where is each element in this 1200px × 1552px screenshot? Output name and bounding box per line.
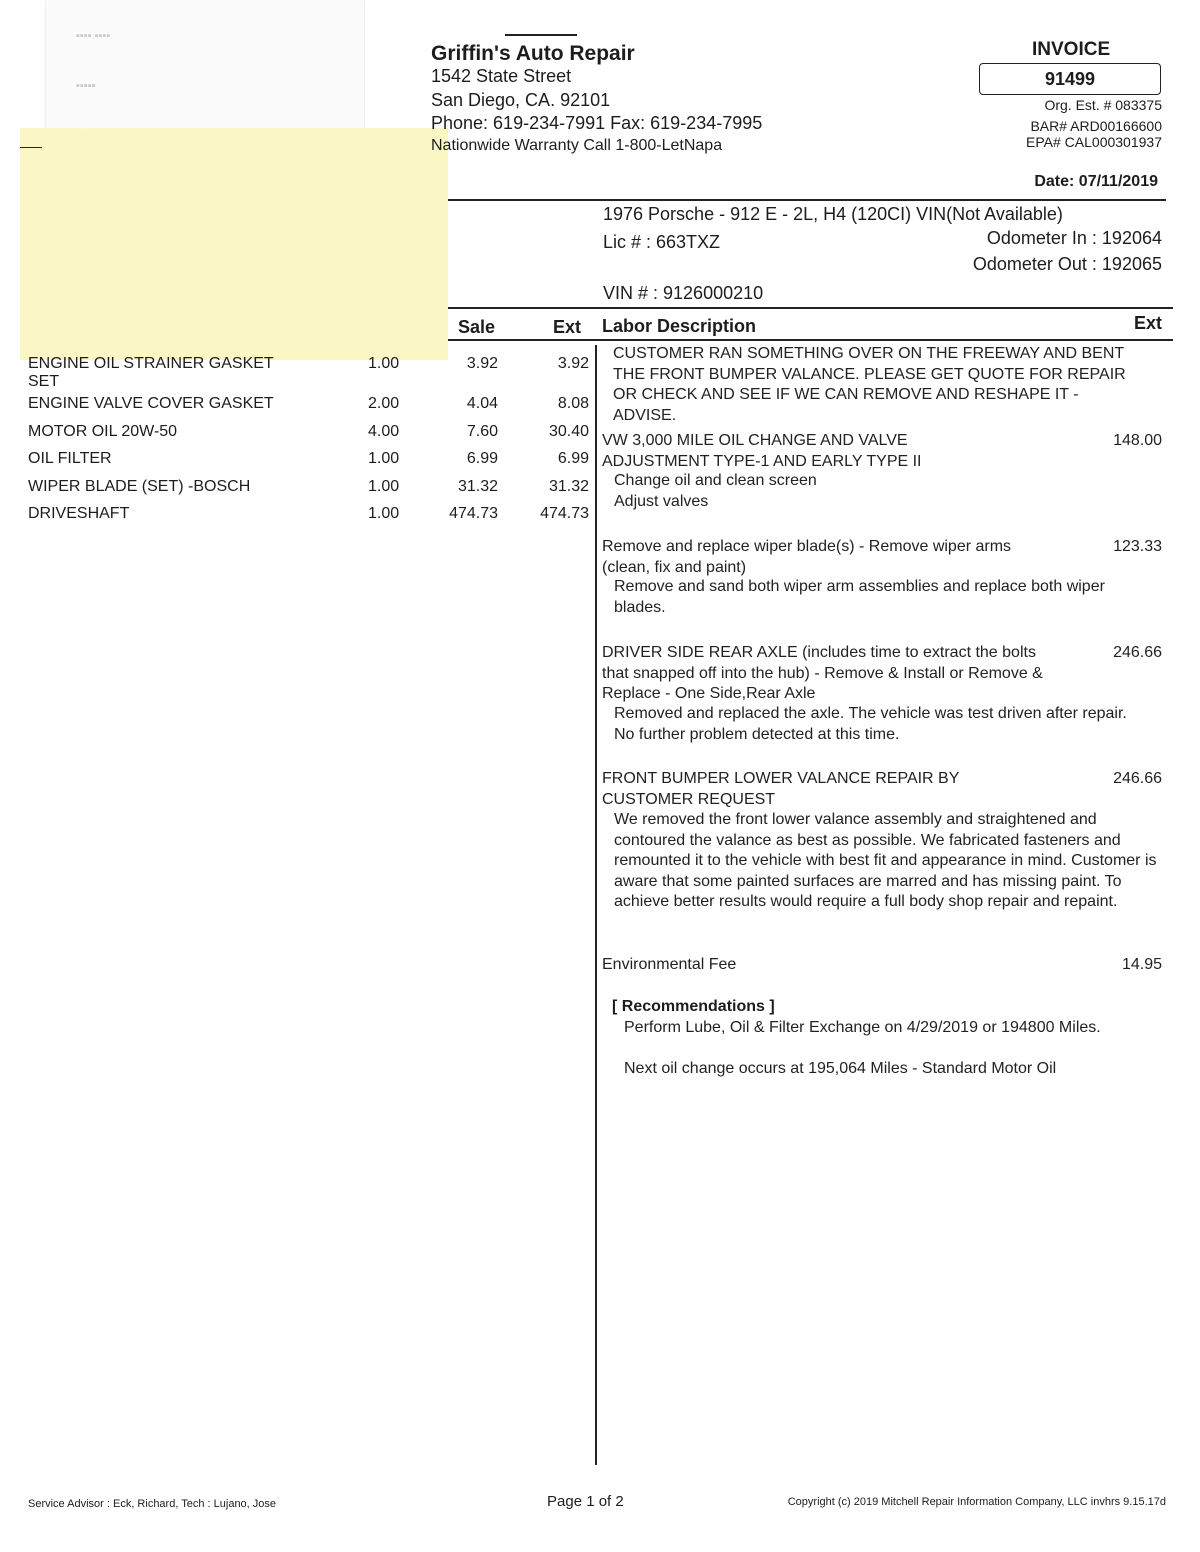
labor-item-description: DRIVER SIDE REAR AXLE (includes time to extract the bolts that snapped off into the hub) - Remove & Install or Remove & Replace - One Side,Rear Axle	[602, 644, 1043, 702]
column-header-bottom-rule	[448, 339, 1173, 341]
labor-item-amount: 123.33	[1113, 538, 1162, 555]
environmental-fee-label: Environmental Fee	[602, 956, 737, 973]
bar-number: BAR# ARD00166600	[1030, 118, 1162, 134]
part-qty: 1.00	[368, 505, 400, 522]
environmental-fee-row	[602, 955, 1162, 979]
part-ext: 8.08	[557, 395, 589, 412]
labor-item-notes: Remove and sand both wiper arm assemblies and replace both wiper blades.	[614, 578, 1105, 616]
part-name: OIL FILTER	[28, 450, 112, 467]
sale-column-header: Sale	[458, 317, 496, 337]
part-sale: 31.32	[457, 478, 498, 495]
logo-mark	[505, 34, 577, 36]
shop-street: 1542 State Street	[431, 66, 572, 86]
labor-item	[602, 537, 1162, 637]
labor-item-amount: 246.66	[1113, 644, 1162, 661]
labor-item-amount: 246.66	[1113, 770, 1162, 787]
recommendations-title: [ Recommendations ]	[612, 998, 775, 1015]
environmental-fee-amount: 14.95	[1121, 956, 1162, 973]
epa-number: EPA# CAL000301937	[1026, 134, 1162, 150]
labor-item-description: VW 3,000 MILE OIL CHANGE AND VALVE ADJUSTMENT TYPE-1 AND EARLY TYPE II	[602, 432, 922, 470]
part-sale: 6.99	[466, 450, 498, 467]
odometer-out: Odometer Out : 192065	[972, 254, 1162, 274]
ghost-text: ▪▪▪▪▪	[76, 80, 96, 92]
labor-item-notes: Removed and replaced the axle. The vehicle was test driven after repair. No further problem detected at this time.	[614, 705, 1127, 743]
part-sale: 7.60	[466, 423, 498, 440]
recommendation-line: Next oil change occurs at 195,064 Miles - Standard Motor Oil	[624, 1060, 1057, 1077]
part-name-cont: SET	[28, 373, 60, 390]
org-estimate: Org. Est. # 083375	[1044, 97, 1162, 113]
part-name: ENGINE VALVE COVER GASKET	[28, 395, 274, 412]
vin-number: VIN # : 9126000210	[603, 283, 764, 303]
invoice-number-box	[979, 63, 1161, 95]
part-name: ENGINE OIL STRAINER GASKET	[28, 355, 274, 372]
part-ext: 31.32	[548, 478, 589, 495]
part-ext: 474.73	[540, 505, 589, 522]
column-divider	[595, 345, 597, 1465]
service-advisor: Service Advisor : Eck, Richard, Tech : Lujano, Jose	[28, 1498, 277, 1510]
shop-warranty: Nationwide Warranty Call 1-800-LetNapa	[431, 137, 723, 154]
part-sale: 4.04	[466, 395, 498, 412]
part-ext: 30.40	[548, 423, 589, 440]
part-sale: 3.92	[466, 355, 498, 372]
page-number: Page 1 of 2	[547, 1493, 624, 1510]
column-header-top-rule	[448, 307, 1173, 309]
labor-ext-header: Ext	[1133, 313, 1162, 333]
ext-column-header: Ext	[553, 317, 582, 337]
customer-complaint: CUSTOMER RAN SOMETHING OVER ON THE FREEWAY AND BENT THE FRONT BUMPER VALANCE. PLEASE GET QUOTE FOR REPAIR OR CHECK AND SEE IF WE CAN REMOVE AND RESHAPE IT - ADVISE.	[613, 345, 1126, 424]
sticky-note	[20, 128, 448, 360]
ghost-text: ▪▪▪▪ ▪▪▪▪	[76, 30, 111, 42]
copyright: Copyright (c) 2019 Mitchell Repair Information Company, LLC invhrs 9.15.17d	[787, 1496, 1166, 1508]
shop-phone-fax: Phone: 619-234-7991 Fax: 619-234-7995	[431, 113, 763, 133]
shop-city: San Diego, CA. 92101	[431, 90, 611, 110]
part-qty: 1.00	[368, 450, 400, 467]
labor-item	[602, 769, 1162, 939]
part-qty: 1.00	[368, 478, 400, 495]
invoice-number: 91499	[1044, 69, 1096, 89]
header-divider	[448, 199, 1166, 201]
part-name: MOTOR OIL 20W-50	[28, 423, 178, 440]
part-qty: 4.00	[368, 423, 400, 440]
labor-item-notes: We removed the front lower valance assembly and straightened and contoured the valance as best as possible. We fabricated fasteners and remounted it to the vehicle with best fit and appearance in mind. Customer is aware that some painted surfaces are marred and has missing paint. To achieve better results would require a full body shop repair and repaint.	[614, 811, 1157, 910]
recommendation-line: Perform Lube, Oil & Filter Exchange on 4/29/2019 or 194800 Miles.	[624, 1019, 1101, 1036]
part-name: WIPER BLADE (SET) -BOSCH	[28, 478, 251, 495]
labor-item-amount: 148.00	[1113, 432, 1162, 449]
odometer-in: Odometer In : 192064	[986, 228, 1162, 248]
part-sale: 474.73	[449, 505, 498, 522]
part-qty: 1.00	[368, 355, 400, 372]
labor-item-description: Remove and replace wiper blade(s) - Remove wiper arms (clean, fix and paint)	[602, 538, 1012, 576]
part-ext: 3.92	[557, 355, 589, 372]
vehicle-description: 1976 Porsche - 912 E - 2L, H4 (120CI) VIN(Not Available)	[603, 204, 1063, 224]
invoice-date: Date: 07/11/2019	[1034, 173, 1158, 190]
part-qty: 2.00	[368, 395, 400, 412]
separator-stub	[20, 147, 42, 148]
part-row	[28, 355, 593, 391]
part-name: DRIVESHAFT	[28, 505, 130, 522]
invoice-label: INVOICE	[1032, 39, 1111, 60]
labor-item	[602, 643, 1162, 763]
part-ext: 6.99	[557, 450, 589, 467]
labor-description-header: Labor Description	[602, 316, 757, 336]
labor-item-notes: Change oil and clean screen Adjust valves	[614, 472, 817, 510]
license-plate: Lic # : 663TXZ	[603, 232, 721, 252]
shop-name: Griffin's Auto Repair	[431, 42, 635, 65]
labor-item-description: FRONT BUMPER LOWER VALANCE REPAIR BY CUSTOMER REQUEST	[602, 770, 960, 808]
labor-item	[602, 431, 1162, 529]
